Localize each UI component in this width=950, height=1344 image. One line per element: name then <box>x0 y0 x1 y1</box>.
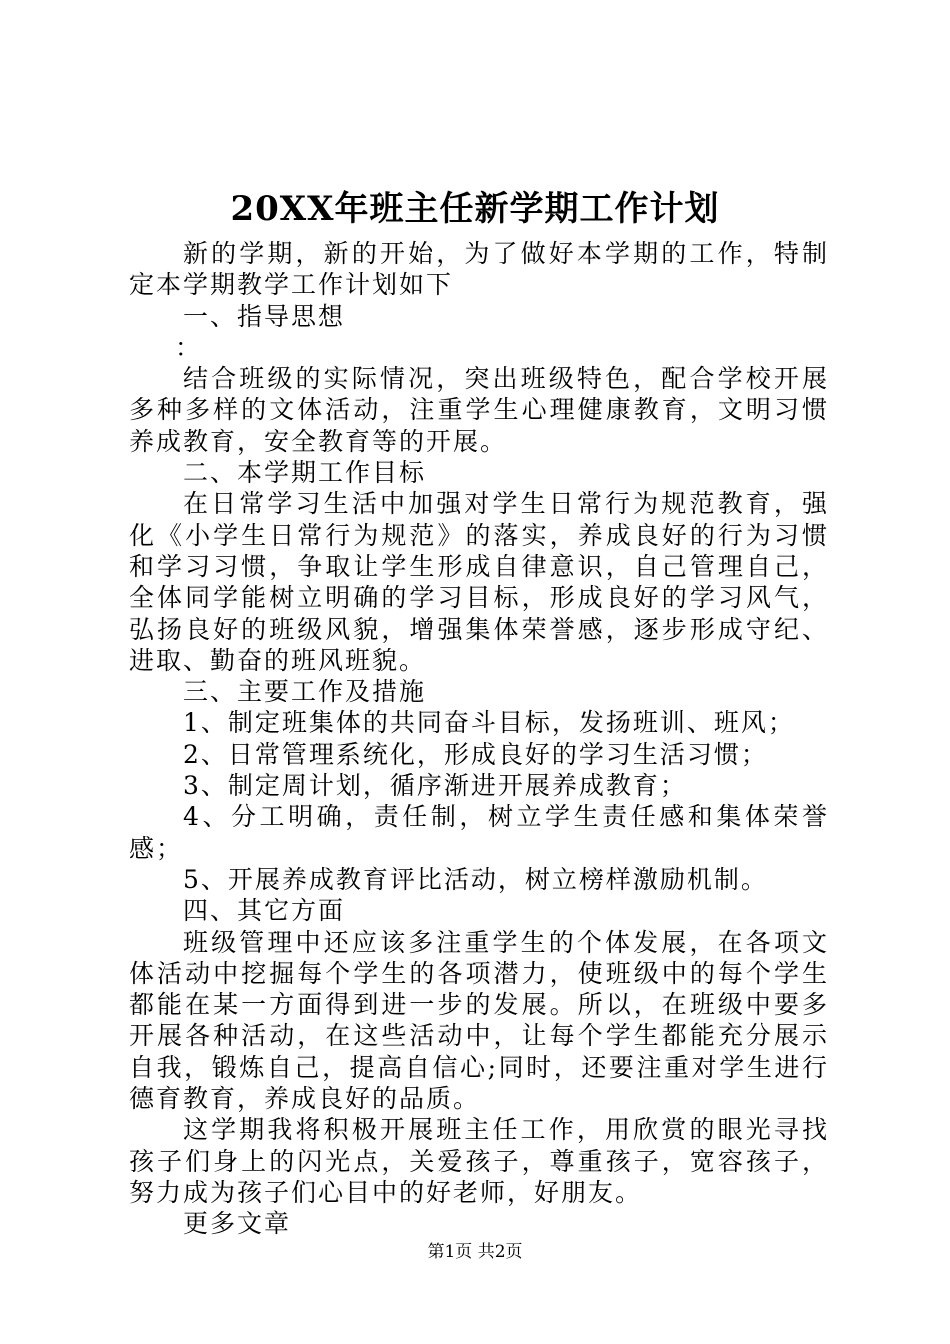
measure-item-3: 3、制定周计划，循序渐进开展养成教育； <box>183 771 687 801</box>
measure-item-1: 1、制定班集体的共同奋斗目标，发扬班训、班风； <box>183 708 795 738</box>
closing-paragraph: 这学期我将积极开展班主任工作，用欣赏的眼光寻找孩子们身上的闪光点，关爱孩子，尊重孩子，宽容孩子，努力成为孩子们心目中的好老师，好朋友。 <box>129 1115 829 1207</box>
colon-line: ： <box>175 332 203 362</box>
document-title: 20XX年班主任新学期工作计划 <box>230 189 720 229</box>
goals-paragraph: 在日常学习生活中加强对学生日常行为规范教育，强化《小学生日常行为规范》的落实，养成良好的行为习惯和学习习惯，争取让学生形成自律意识，自己管理自己，全体同学能树立明确的学习目标，形成良好的学习风气，弘扬良好的班级风貌，增强集体荣誉感，逐步形成守纪、进取、勤奋的班风班貌。 <box>129 489 829 675</box>
measure-item-5: 5、开展养成教育评比活动，树立榜样激励机制。 <box>183 864 768 894</box>
measure-item-4: 4、分工明确，责任制，树立学生责任感和集体荣誉感； <box>129 802 829 863</box>
intro-paragraph: 新的学期，新的开始，为了做好本学期的工作，特制定本学期教学工作计划如下 <box>129 239 829 300</box>
other-paragraph: 班级管理中还应该多注重学生的个体发展，在各项文体活动中挖掘每个学生的各项潜力，使班级中的每个学生都能在某一方面得到进一步的发展。所以，在班级中要多开展各种活动，在这些活动中，让每个学生都能充分展示自我，锻炼自己，提高自信心;同时，还要注重对学生进行德育教育，养成良好的品质。 <box>129 927 829 1114</box>
more-articles-link[interactable]: 更多文章 <box>183 1209 292 1239</box>
measure-item-2: 2、日常管理系统化，形成良好的学习生活习惯； <box>183 739 768 769</box>
section-heading-measures: 三、主要工作及措施 <box>183 677 427 707</box>
section-heading-guiding-thought: 一、指导思想 <box>183 301 346 331</box>
page-number: 第1页 共2页 <box>427 1242 523 1262</box>
section-heading-other: 四、其它方面 <box>183 896 346 926</box>
document-body <box>129 238 829 1240</box>
section-heading-goals: 二、本学期工作目标 <box>183 458 427 488</box>
guiding-thought-paragraph: 结合班级的实际情况，突出班级特色，配合学校开展多种多样的文体活动，注重学生心理健康教育，文明习惯养成教育，安全教育等的开展。 <box>129 364 829 456</box>
